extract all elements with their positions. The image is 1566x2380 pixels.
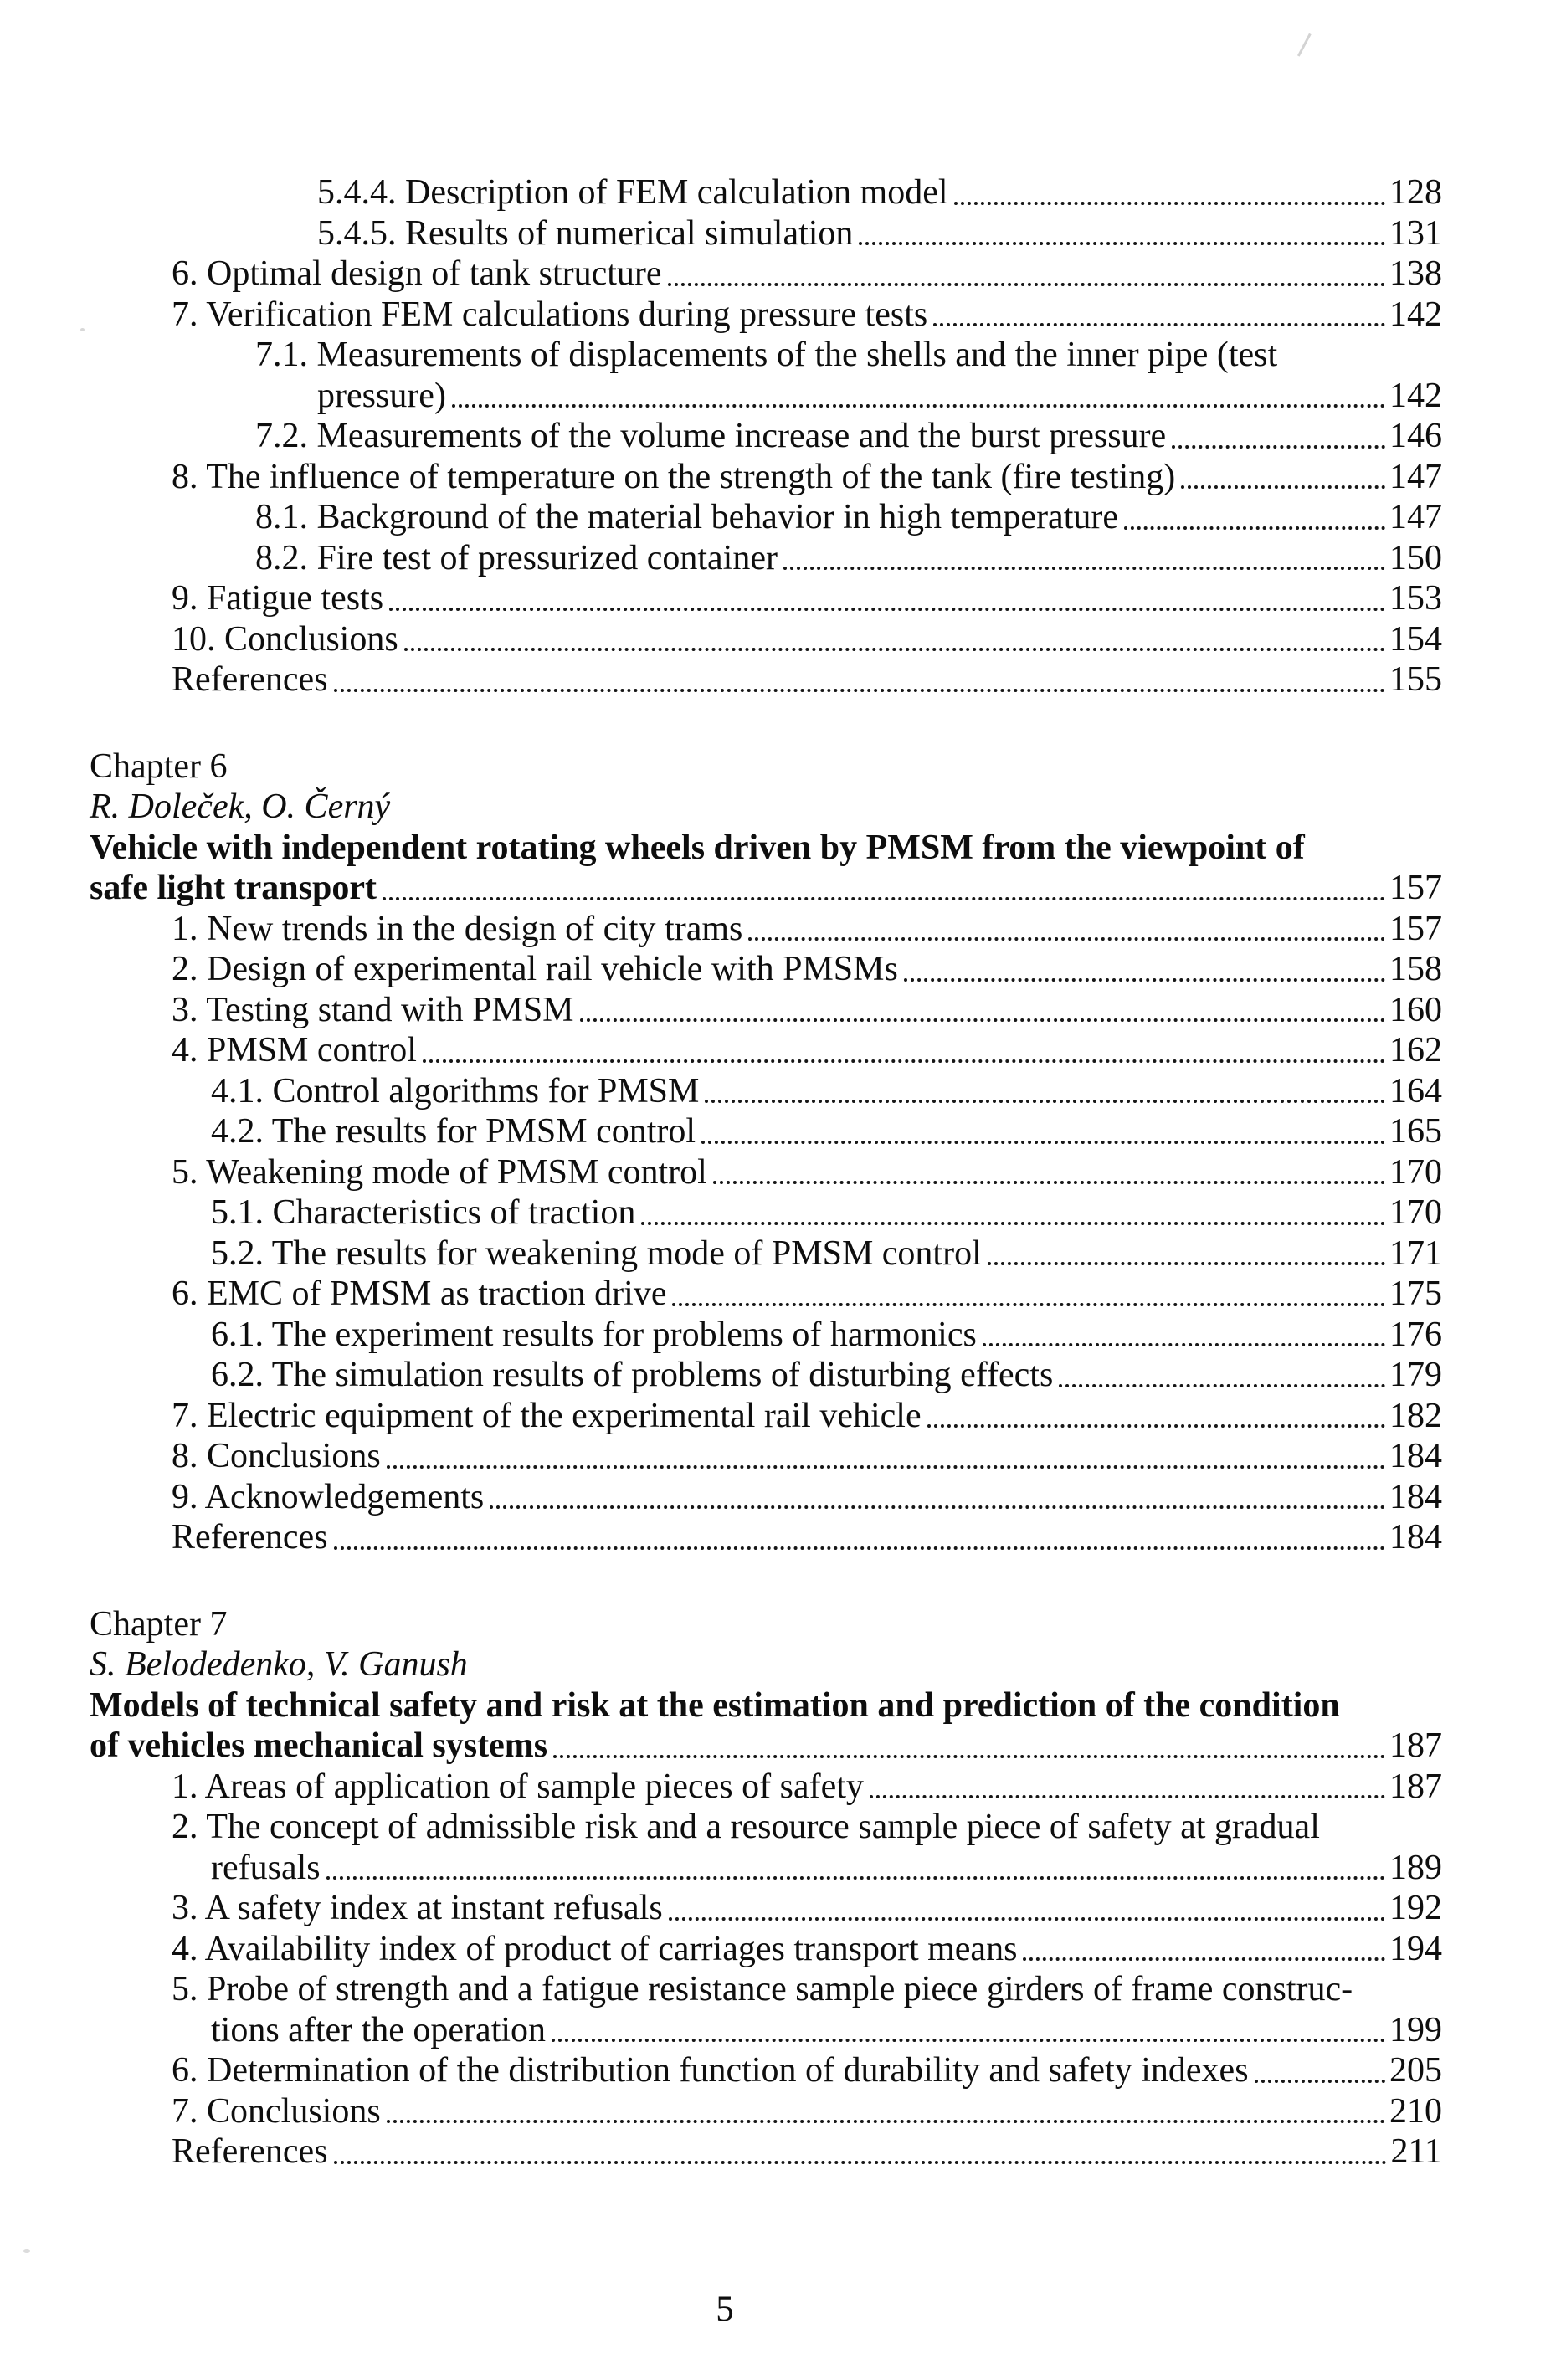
toc-entry-page: 157	[1389, 909, 1442, 948]
toc-entry-text: refusals	[211, 1848, 321, 1887]
toc-entry-text: 4.1. Control algorithms for PMSM	[211, 1071, 700, 1110]
dot-leader	[452, 404, 1385, 408]
toc-entry-text: 5. Probe of strength and a fatigue resistance sample piece girders of frame construc-	[172, 1970, 1353, 2008]
dot-leader	[1172, 445, 1385, 449]
toc-entry-page: 164	[1389, 1071, 1442, 1110]
dot-leader	[387, 1465, 1385, 1469]
toc-entry-text: 6. EMC of PMSM as traction drive	[172, 1275, 667, 1313]
toc-entry-text: 3. Testing stand with PMSM	[172, 990, 574, 1029]
toc-entry	[90, 172, 1442, 213]
toc-entry-text: 5. Weakening mode of PMSM control	[172, 1152, 707, 1192]
toc-entry-text: 5.4.4. Description of FEM calculation model	[317, 173, 948, 212]
scan-artifact	[1297, 33, 1322, 62]
toc-entry-text: 1. New trends in the design of city trams	[172, 909, 743, 948]
toc-entry	[90, 295, 1442, 336]
table-of-contents	[90, 172, 1442, 2172]
toc-entry	[90, 909, 1442, 950]
toc-entry-text: 7.1. Measurements of displacements of the shells and the inner pipe (test	[255, 336, 1278, 374]
dot-leader	[326, 1876, 1385, 1880]
toc-entry-page: 179	[1389, 1356, 1442, 1394]
dot-leader	[334, 2161, 1387, 2164]
toc-entry-text: 7. Conclusions	[172, 2091, 381, 2131]
dot-leader	[859, 242, 1385, 245]
toc-entry	[90, 2010, 1442, 2051]
dot-leader	[748, 937, 1385, 941]
chapter-authors-text: S. Belodedenko, V. Ganush	[90, 1645, 468, 1684]
chapter-title-line	[90, 1685, 1442, 1726]
toc-entry-text: 7. Electric equipment of the experimental rail vehicle	[172, 1396, 922, 1435]
toc-entry	[90, 335, 1442, 376]
toc-entry	[90, 1111, 1442, 1152]
dot-leader	[904, 978, 1385, 982]
toc-entry	[90, 1152, 1442, 1193]
toc-entry-text: 4.2. The results for PMSM control	[211, 1112, 696, 1151]
chapter-authors-text: R. Doleček, O. Černý	[90, 787, 391, 826]
toc-entry-page: 175	[1389, 1275, 1442, 1313]
toc-entry-text: 5.1. Characteristics of traction	[211, 1193, 636, 1232]
dot-leader	[668, 283, 1385, 286]
dot-leader	[641, 1222, 1385, 1225]
toc-entry-text: 5.2. The results for weakening mode of PMSM control	[211, 1234, 982, 1273]
chapter-block	[90, 746, 1442, 1558]
chapter-title-line	[90, 1726, 1442, 1767]
dot-leader	[701, 1141, 1385, 1144]
dot-leader	[988, 1262, 1385, 1265]
dot-leader	[404, 648, 1385, 651]
toc-entry-text: 2. Design of experimental rail vehicle with PMSMs	[172, 950, 898, 988]
toc-entry-page: 128	[1389, 173, 1442, 212]
dot-leader	[713, 1181, 1385, 1184]
chapter-title-line	[90, 868, 1442, 909]
toc-entry-page: 189	[1389, 1848, 1442, 1887]
toc-entry-page: 146	[1389, 417, 1442, 455]
toc-entry-page: 165	[1389, 1112, 1442, 1151]
toc-entry-page: 147	[1389, 498, 1442, 536]
toc-entry-text: 9. Fatigue tests	[172, 579, 384, 618]
toc-entry-page: 192	[1389, 1889, 1442, 1927]
toc-entry-text: 4. PMSM control	[172, 1031, 417, 1069]
chapter-authors	[90, 787, 1442, 828]
toc-entry-text: 4. Availability index of product of carriages transport means	[172, 1929, 1018, 1968]
toc-entry	[90, 578, 1442, 619]
chapter-title-line-text: safe light transport	[90, 869, 377, 907]
dot-leader	[389, 608, 1385, 611]
toc-entry	[90, 376, 1442, 417]
toc-entry-text: References	[172, 660, 328, 699]
dot-leader	[1023, 1957, 1385, 1961]
toc-entry-page: 154	[1389, 619, 1442, 659]
toc-entry-text: 7.2. Measurements of the volume increase and the burst pressure	[255, 417, 1167, 455]
chapter-authors	[90, 1644, 1442, 1685]
toc-entry-page: 171	[1389, 1234, 1442, 1273]
toc-entry	[90, 1071, 1442, 1112]
dot-leader	[933, 323, 1385, 326]
dot-leader	[1255, 2080, 1385, 2083]
dot-leader	[1059, 1384, 1385, 1387]
dot-leader	[669, 1917, 1385, 1921]
toc-entry	[90, 254, 1442, 295]
dot-leader	[983, 1343, 1385, 1346]
chapter-block	[90, 1604, 1442, 2172]
toc-entry	[90, 1929, 1442, 1970]
dot-leader	[334, 1546, 1385, 1550]
toc-entry	[90, 1517, 1442, 1558]
dot-leader	[927, 1424, 1385, 1428]
chapter-title-line-text: Models of technical safety and risk at the estimation and prediction of the condition	[90, 1685, 1340, 1725]
toc-entry-text: References	[172, 1518, 328, 1557]
toc-entry-text: References	[172, 2132, 328, 2171]
toc-entry-text: 7. Verification FEM calculations during pressure tests	[172, 295, 928, 334]
toc-entry	[90, 659, 1442, 700]
toc-entry-page: 138	[1389, 254, 1442, 293]
toc-entry	[90, 1888, 1442, 1929]
toc-entry-text: 8. The influence of temperature on the strength of the tank (fire testing)	[172, 457, 1176, 496]
toc-entry-text: 10. Conclusions	[172, 619, 398, 659]
toc-entry-page: 194	[1389, 1929, 1442, 1968]
toc-entry-page: 162	[1389, 1031, 1442, 1069]
toc-entry	[90, 457, 1442, 498]
toc-entry	[90, 2050, 1442, 2091]
chapter-title-line-text: of vehicles mechanical systems	[90, 1726, 548, 1765]
toc-entry	[90, 1807, 1442, 1848]
dot-leader	[672, 1303, 1385, 1306]
toc-entry-page: 199	[1389, 2010, 1442, 2049]
toc-entry-page: 184	[1389, 1477, 1442, 1516]
toc-entry-page: 170	[1389, 1152, 1442, 1192]
toc-entry-text: 2. The concept of admissible risk and a resource sample piece of safety at gradual	[172, 1808, 1320, 1846]
toc-entry	[90, 1477, 1442, 1518]
toc-entry-text: 6.1. The experiment results for problems of harmonics	[211, 1315, 977, 1354]
toc-entry-page: 182	[1389, 1396, 1442, 1435]
toc-entry	[90, 990, 1442, 1031]
toc-entry-text: 8.1. Background of the material behavior in high temperature	[255, 498, 1118, 536]
dot-leader	[490, 1505, 1385, 1509]
dot-leader	[387, 2120, 1385, 2123]
dot-leader	[1181, 485, 1385, 489]
dot-leader	[954, 202, 1385, 205]
toc-entry-page: 131	[1389, 213, 1442, 253]
toc-entry	[90, 1030, 1442, 1071]
dot-leader	[552, 2039, 1385, 2042]
toc-entry-text: tions after the operation	[211, 2010, 547, 2049]
dot-leader	[423, 1059, 1385, 1063]
toc-entry-text: pressure)	[317, 376, 446, 415]
toc-entry-page: 211	[1390, 2132, 1442, 2171]
toc-entry	[90, 1396, 1442, 1437]
chapter-title-line	[90, 828, 1442, 869]
toc-entry-page: 160	[1389, 990, 1442, 1029]
dot-leader	[383, 897, 1385, 900]
toc-entry-page: 184	[1389, 1437, 1442, 1475]
toc-entry-page: 150	[1389, 538, 1442, 577]
toc-entry	[90, 416, 1442, 457]
toc-entry	[90, 1848, 1442, 1889]
toc-entry-text: 8. Conclusions	[172, 1437, 381, 1475]
toc-entry	[90, 2131, 1442, 2172]
dot-leader	[783, 567, 1385, 570]
toc-entry	[90, 1234, 1442, 1275]
toc-entry-text: 8.2. Fire test of pressurized container	[255, 538, 778, 577]
dot-leader	[334, 689, 1385, 692]
toc-entry	[90, 1436, 1442, 1477]
toc-entries-block	[90, 172, 1442, 700]
toc-entry	[90, 1767, 1442, 1808]
toc-entry-text: 1. Areas of application of sample pieces of safety	[172, 1767, 864, 1806]
toc-entry-page: 176	[1389, 1315, 1442, 1354]
toc-entry	[90, 1969, 1442, 2010]
chapter-label	[90, 746, 1442, 787]
footer-page-number: 5	[716, 2290, 734, 2329]
dot-leader	[705, 1100, 1385, 1103]
toc-entry-text: 3. A safety index at instant refusals	[172, 1889, 663, 1927]
toc-entry-page: 184	[1389, 1518, 1442, 1557]
chapter-label-text: Chapter 7	[90, 1604, 228, 1644]
chapter-title-line-page: 157	[1389, 869, 1442, 907]
toc-entry	[90, 619, 1442, 660]
toc-entry-page: 187	[1389, 1767, 1442, 1806]
toc-entry-text: 6.2. The simulation results of problems of disturbing effects	[211, 1356, 1054, 1394]
toc-entry	[90, 213, 1442, 254]
toc-entry	[90, 1355, 1442, 1396]
toc-entry	[90, 1193, 1442, 1234]
toc-entry-page: 210	[1389, 2091, 1442, 2131]
toc-entry	[90, 1274, 1442, 1315]
toc-entry-text: 6. Optimal design of tank structure	[172, 254, 662, 293]
toc-entry-page: 147	[1389, 457, 1442, 496]
dot-leader	[580, 1018, 1385, 1022]
chapter-title-line-page: 187	[1389, 1726, 1442, 1765]
scan-artifact	[23, 2249, 30, 2253]
dot-leader	[553, 1755, 1385, 1758]
dot-leader	[870, 1795, 1385, 1798]
toc-entry	[90, 497, 1442, 538]
toc-entry-page: 153	[1389, 579, 1442, 618]
toc-entry-text: 6. Determination of the distribution function of durability and safety indexes	[172, 2051, 1249, 2090]
toc-entry	[90, 538, 1442, 579]
chapter-label	[90, 1604, 1442, 1645]
toc-entry	[90, 949, 1442, 990]
toc-entry-text: 9. Acknowledgements	[172, 1477, 485, 1516]
toc-entry-page: 142	[1389, 295, 1442, 334]
scan-artifact	[80, 328, 85, 331]
toc-entry-text: 5.4.5. Results of numerical simulation	[317, 213, 854, 253]
toc-entry-page: 205	[1389, 2051, 1442, 2090]
chapter-title-line-text: Vehicle with independent rotating wheels driven by PMSM from the viewpoint of	[90, 828, 1305, 867]
toc-entry-page: 170	[1389, 1193, 1442, 1232]
toc-entry	[90, 2091, 1442, 2132]
chapter-label-text: Chapter 6	[90, 746, 228, 786]
toc-entry-page: 155	[1389, 660, 1442, 699]
dot-leader	[1124, 526, 1385, 530]
toc-entry-page: 158	[1389, 950, 1442, 988]
toc-entry-page: 142	[1389, 376, 1442, 415]
toc-entry	[90, 1315, 1442, 1356]
